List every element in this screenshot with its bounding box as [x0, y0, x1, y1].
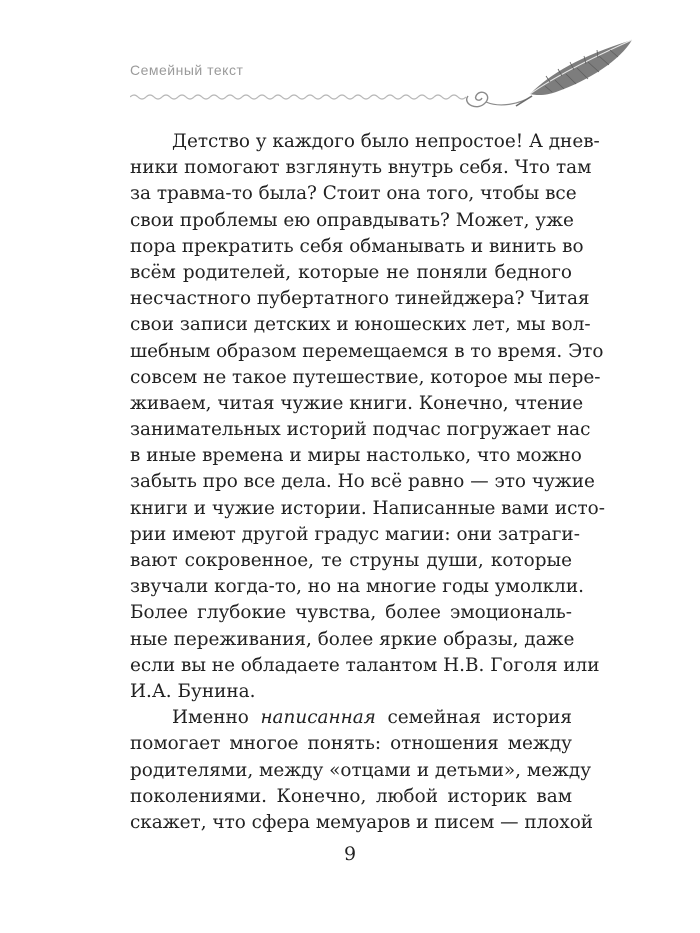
italic-emphasis: написанная: [260, 707, 376, 729]
text-line: Более глубокие чувства, более эмоциональ-: [130, 602, 572, 624]
text-line: шебным образом перемещаемся в то время. Это: [130, 340, 604, 362]
text-line: занимательных историй подчас погружает нас: [130, 419, 591, 441]
text-line: помогает многое понять: отношения между: [130, 733, 572, 755]
text-line: звучали когда-то, но на многие годы умолкли.: [130, 576, 584, 598]
text-line: всём родителей, которые не поняли бедного: [130, 261, 572, 283]
text-line: родителями, между «отцами и детьми», между: [130, 759, 592, 781]
text-line: рии имеют другой градус магии: они затраги-: [130, 523, 580, 545]
text-line: И.А. Бунина.: [130, 680, 256, 702]
text-line: пора прекратить себя обманывать и винить во: [130, 235, 584, 257]
text-line: книги и чужие истории. Написанные вами исто-: [130, 497, 605, 519]
text-line: скажет, что сфера мемуаров и писем — плохой: [130, 811, 594, 833]
paragraph-1: [130, 129, 605, 705]
text-line: за травма-то была? Стоит она того, чтобы все: [130, 183, 577, 205]
page-body: [130, 129, 605, 836]
running-header: [130, 62, 640, 132]
text-line: несчастного пубертатного тинейджера? Читая: [130, 288, 590, 310]
text-line: [130, 705, 572, 731]
text-line: свои проблемы ею оправдывать? Может, уже: [130, 209, 574, 231]
text-line: Детство у каждого было непростое! А днев-: [172, 131, 600, 152]
text-run: семейная история: [375, 707, 572, 729]
text-line: свои записи детских и юношеских лет, мы вол-: [130, 314, 591, 336]
text-line: совсем не такое путешествие, которое мы пере-: [130, 366, 601, 388]
paragraph-2: [130, 705, 594, 836]
text-line: забыть про все дела. Но всё равно — это чужие: [130, 471, 595, 493]
text-line: поколениями. Конечно, любой историк вам: [130, 785, 572, 807]
text-line: ные переживания, более яркие образы, даже: [130, 628, 575, 650]
text-run: Именно: [172, 707, 261, 729]
text-line: ники помогают взглянуть внутрь себя. Что там: [130, 157, 592, 179]
wavy-divider: [130, 92, 470, 102]
running-title: Семейный текст: [130, 62, 244, 78]
text-line: в иные времена и миры настолько, что можно: [130, 445, 582, 467]
text-line: живаем, читая чужие книги. Конечно, чтение: [130, 392, 584, 414]
text-line: если вы не обладаете талантом Н.В. Гоголя или: [130, 654, 600, 676]
text-line: вают сокровенное, те струны души, которые: [130, 550, 572, 571]
feather-icon: [460, 34, 640, 124]
page-number: 9: [343, 843, 357, 865]
